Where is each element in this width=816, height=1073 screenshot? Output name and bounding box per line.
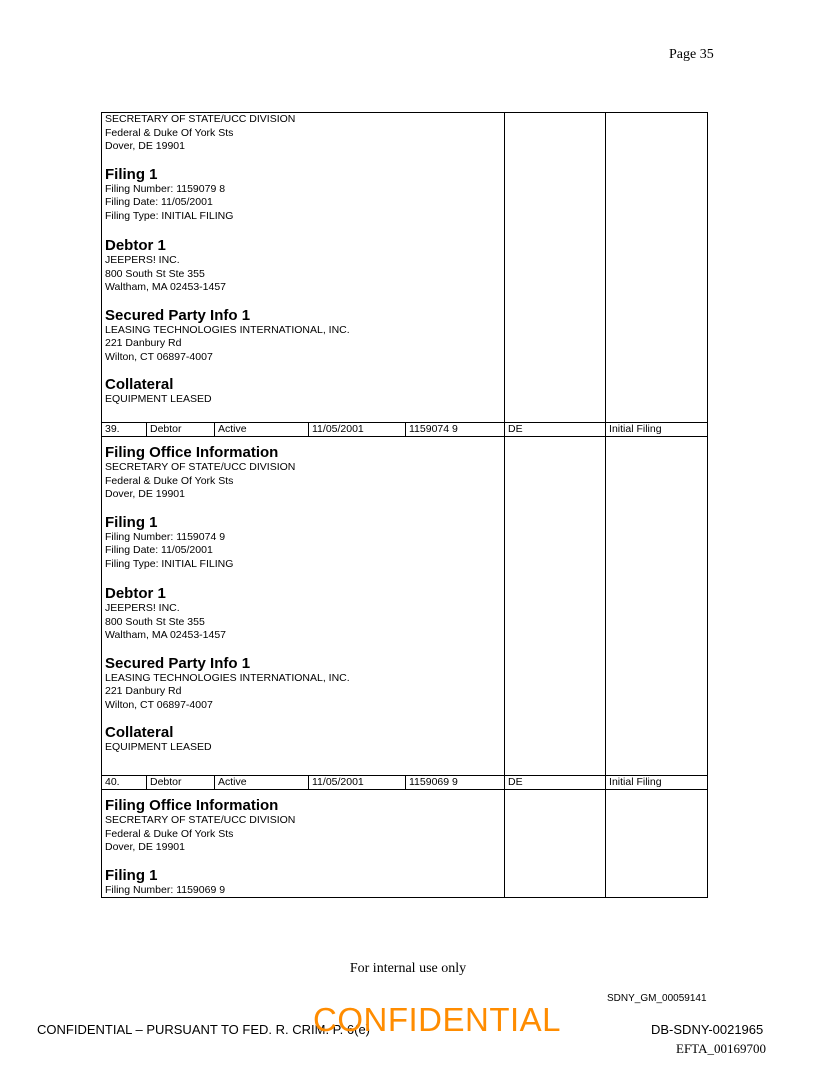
efta-id: EFTA_00169700 — [676, 1041, 766, 1056]
filing-office-line: Federal & Duke Of York Sts — [105, 474, 234, 487]
filing-number: Filing Number: 1159074 9 — [105, 530, 226, 543]
filing-office-heading: Filing Office Information — [105, 444, 279, 461]
collateral-heading: Collateral — [105, 376, 174, 393]
filing-office-line: Federal & Duke Of York Sts — [105, 827, 234, 840]
filing-office-heading: Filing Office Information — [105, 797, 279, 814]
record-filing-number: 1159074 9 — [406, 423, 505, 437]
bates-number: SDNY_GM_00059141 — [607, 993, 707, 1004]
record-meta-row — [102, 423, 708, 437]
debtor-address: 800 South St Ste 355 — [105, 267, 205, 280]
secured-party-name: LEASING TECHNOLOGIES INTERNATIONAL, INC. — [105, 671, 350, 684]
filing-office-line: Federal & Duke Of York Sts — [105, 126, 234, 139]
debtor-city: Waltham, MA 02453-1457 — [105, 629, 227, 641]
filing-office-line: SECRETARY OF STATE/UCC DIVISION — [105, 461, 296, 473]
empty-cell — [505, 437, 606, 776]
secured-party-city: Wilton, CT 06897-4007 — [105, 350, 213, 363]
record-date: 11/05/2001 — [309, 423, 406, 437]
collateral-heading: Collateral — [105, 724, 174, 741]
debtor-city: Waltham, MA 02453-1457 — [105, 281, 227, 293]
filing-heading: Filing 1 — [105, 165, 158, 183]
internal-use-notice: For internal use only — [349, 961, 467, 976]
record-detail-row — [102, 437, 708, 776]
secured-party-address: 221 Danbury Rd — [105, 337, 182, 349]
debtor-name: JEEPERS! INC. — [105, 254, 180, 266]
filing-office-line: Dover, DE 19901 — [105, 488, 185, 500]
filing-date: Filing Date: 11/05/2001 — [105, 544, 213, 556]
debtor-heading: Debtor 1 — [105, 237, 166, 254]
record-state: DE — [505, 423, 606, 437]
confidentiality-notice: CONFIDENTIAL – PURSUANT TO FED. R. CRIM. P. 6(e) — [37, 1022, 371, 1037]
page-number: Page 35 — [669, 47, 714, 62]
empty-cell — [505, 113, 606, 423]
document-id: DB-SDNY-0021965 — [651, 1022, 764, 1037]
collateral-description: EQUIPMENT LEASED — [105, 741, 212, 753]
filing-office-line: Dover, DE 19901 — [105, 140, 185, 152]
collateral-description: EQUIPMENT LEASED — [105, 393, 212, 405]
secured-party-city: Wilton, CT 06897-4007 — [105, 698, 213, 711]
confidential-stamp: CONFIDENTIAL — [313, 1001, 562, 1038]
record-number: 40. — [102, 776, 147, 790]
secured-party-heading: Secured Party Info 1 — [105, 306, 251, 324]
record-detail-row — [102, 790, 708, 898]
secured-party-heading: Secured Party Info 1 — [105, 654, 251, 672]
record-status: Active — [215, 776, 309, 790]
filing-office-line: SECRETARY OF STATE/UCC DIVISION — [105, 113, 296, 125]
record-role: Debtor — [147, 776, 215, 790]
filing-heading: Filing 1 — [105, 513, 158, 531]
filing-type: Filing Type: INITIAL FILING — [105, 209, 234, 222]
record-detail — [102, 113, 505, 423]
debtor-name: JEEPERS! INC. — [105, 602, 180, 614]
secured-party-address: 221 Danbury Rd — [105, 685, 182, 697]
secured-party-name: LEASING TECHNOLOGIES INTERNATIONAL, INC. — [105, 323, 350, 336]
debtor-heading: Debtor 1 — [105, 585, 166, 602]
record-filing-type: Initial Filing — [606, 776, 708, 790]
record-detail-row — [102, 113, 708, 423]
record-filing-type: Initial Filing — [606, 423, 708, 437]
record-status: Active — [215, 423, 309, 437]
filing-office-line: Dover, DE 19901 — [105, 841, 185, 853]
empty-cell — [606, 437, 708, 776]
record-filing-number: 1159069 9 — [406, 776, 505, 790]
filing-type: Filing Type: INITIAL FILING — [105, 557, 234, 570]
filing-number: Filing Number: 1159079 8 — [105, 182, 226, 195]
record-date: 11/05/2001 — [309, 776, 406, 790]
debtor-address: 800 South St Ste 355 — [105, 615, 205, 628]
filing-heading: Filing 1 — [105, 866, 158, 884]
record-number: 39. — [102, 423, 147, 437]
filing-office-line: SECRETARY OF STATE/UCC DIVISION — [105, 814, 296, 826]
record-role: Debtor — [147, 423, 215, 437]
empty-cell — [606, 790, 708, 898]
record-state: DE — [505, 776, 606, 790]
empty-cell — [505, 790, 606, 898]
ucc-filings-table — [101, 112, 708, 898]
empty-cell — [606, 113, 708, 423]
filing-number: Filing Number: 1159069 9 — [105, 883, 226, 896]
record-meta-row — [102, 776, 708, 790]
record-detail — [102, 790, 505, 898]
record-detail — [102, 437, 505, 776]
filing-date: Filing Date: 11/05/2001 — [105, 196, 213, 208]
